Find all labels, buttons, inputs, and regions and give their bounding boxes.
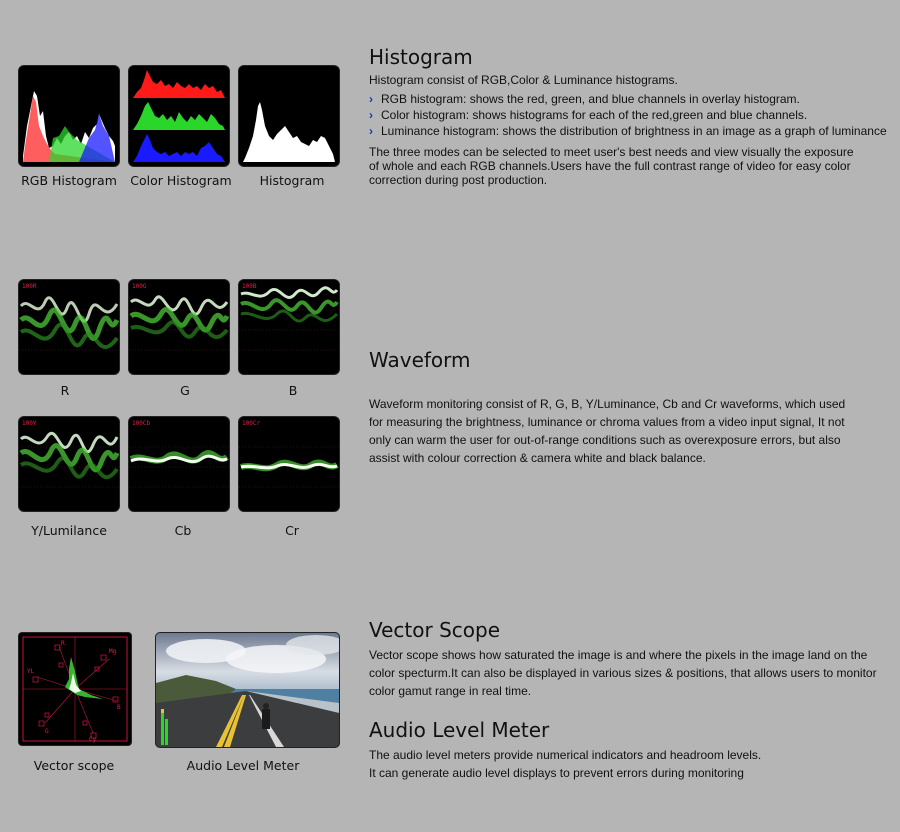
luminance-histogram-thumbnail	[239, 66, 339, 166]
waveform-y-scale-label: 100Y	[22, 420, 37, 427]
vectorscope-target-b: B	[117, 704, 121, 711]
waveform-body: Waveform monitoring consist of R, G, B, Y/Luminance, Cb and Cr waveforms, which used for measuring the brightness, luminance or chroma values from a video input signal, It not only can warm the user for out-of-range conditions such as overexposure errors, but also assist with colour correction & camera white and black balance.	[369, 397, 846, 465]
color-histogram-caption: Color Histogram	[130, 173, 232, 188]
vectorscope-target-r: R	[61, 640, 65, 647]
vectorscope-thumbnail	[19, 633, 131, 745]
waveform-g-thumbnail	[129, 280, 229, 374]
waveform-cr-scale-label: 100Cr	[242, 420, 261, 427]
waveform-b-scale-label: 100B	[242, 283, 257, 290]
waveform-b-thumbnail	[239, 280, 339, 374]
waveform-cr-thumbnail	[239, 417, 339, 511]
waveform-r-scale-label: 100R	[22, 283, 37, 290]
audio-level-meter-heading: Audio Level Meter	[369, 718, 550, 742]
audio-level-meter-caption: Audio Level Meter	[186, 758, 300, 773]
vectorscope-target-g: G	[45, 728, 49, 735]
histogram-bullet: › Luminance histogram: shows the distribution of brightness in an image as a graph of luminance	[369, 124, 887, 138]
audio-level-meter-thumbnail	[156, 633, 339, 747]
waveform-cb-scale-label: 100Cb	[132, 420, 151, 427]
histogram-body: The three modes can be selected to meet user's best needs and view visually the exposure of whole and each RGB channels.Users have the full contrast range of video for easy color correction during post production.	[369, 145, 854, 187]
chevron-right-icon: ›	[369, 92, 373, 106]
vectorscope-body: Vector scope shows how saturated the image is and where the pixels in the image land on the color specturm.It can also be displayed in various sizes & positions, that allows users to monitor color gamut range in real time.	[369, 648, 877, 698]
histogram-bullet: › Color histogram: shows histograms for each of the red,green and blue channels.	[369, 108, 808, 122]
chevron-right-icon: ›	[369, 124, 373, 138]
waveform-y-thumbnail	[19, 417, 119, 511]
histogram-heading: Histogram	[369, 45, 473, 69]
rgb-histogram-caption: RGB Histogram	[21, 173, 117, 188]
rgb-histogram-thumbnail	[19, 66, 119, 166]
histogram-bullet-list	[369, 91, 887, 139]
audio-level-meter-body: The audio level meters provide numerical indicators and headroom levels. It can generate audio level displays to prevent errors during monitoring	[369, 748, 762, 780]
histogram-bullet: › RGB histogram: shows the red, green, and blue channels in overlay histogram.	[369, 92, 800, 106]
vectorscope-target-cy: Cy	[89, 736, 97, 743]
vectorscope-target-yl: YL	[27, 668, 35, 675]
waveform-cb-thumbnail	[129, 417, 229, 511]
vectorscope-heading: Vector Scope	[369, 618, 501, 642]
vectorscope-caption: Vector scope	[33, 758, 115, 773]
waveform-g-caption: G	[180, 383, 190, 398]
color-histogram-thumbnail	[129, 66, 229, 166]
waveform-y-caption: Y/Lumilance	[31, 523, 107, 538]
waveform-heading: Waveform	[369, 348, 471, 372]
waveform-cb-caption: Cb	[174, 523, 192, 538]
waveform-b-caption: B	[288, 383, 298, 398]
histogram-caption: Histogram	[259, 173, 325, 188]
histogram-intro: Histogram consist of RGB,Color & Luminance histograms.	[369, 73, 678, 87]
chevron-right-icon: ›	[369, 108, 373, 122]
waveform-cr-caption: Cr	[285, 523, 299, 538]
waveform-r-caption: R	[60, 383, 70, 398]
waveform-r-thumbnail	[19, 280, 119, 374]
vectorscope-target-mg: Mg	[109, 648, 117, 655]
waveform-g-scale-label: 100G	[132, 283, 147, 290]
